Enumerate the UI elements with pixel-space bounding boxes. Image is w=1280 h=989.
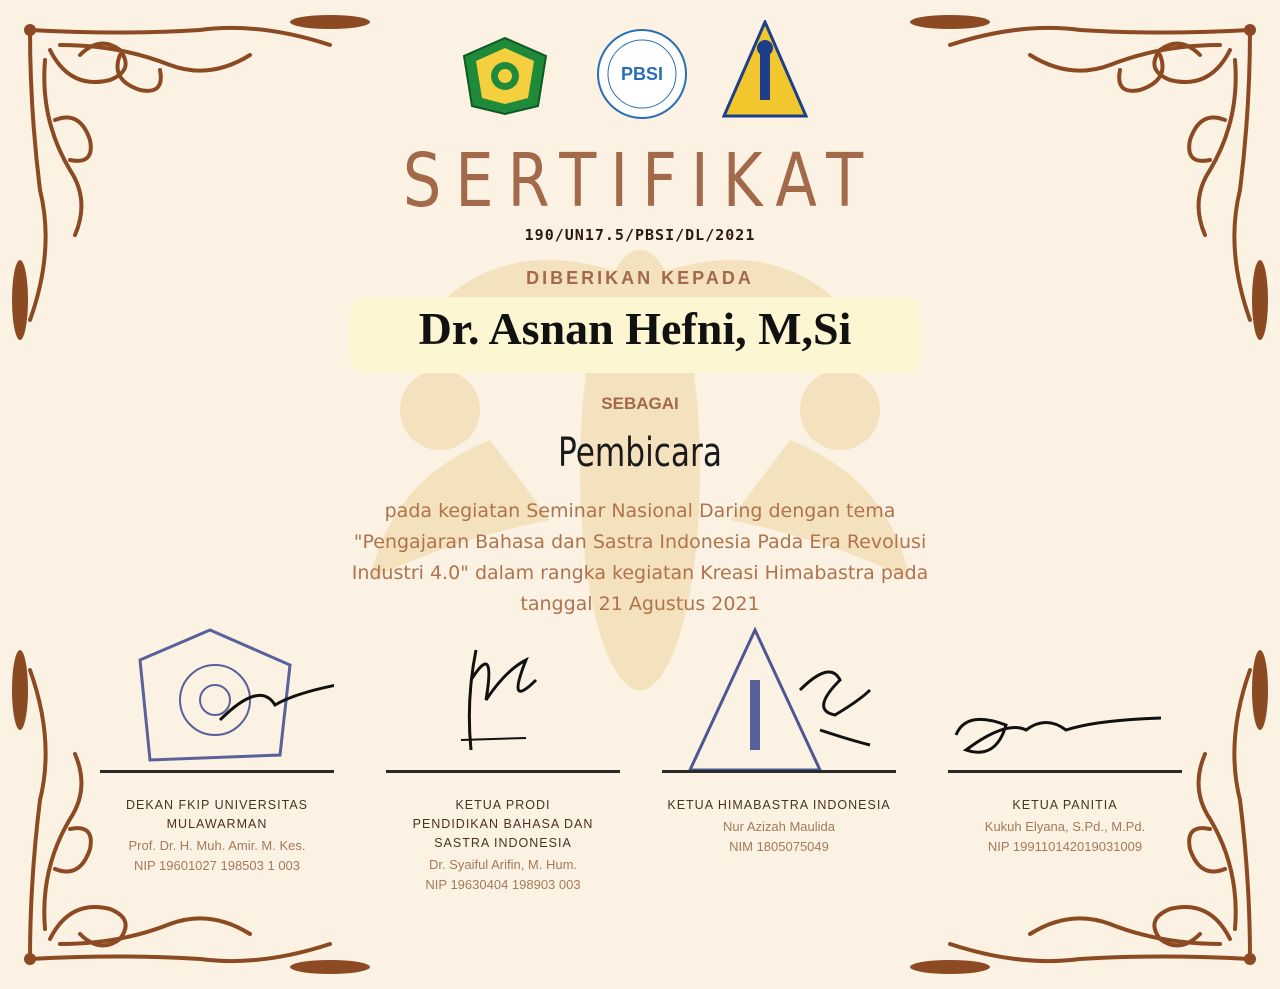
signatory-role: MULAWARMAN: [166, 817, 268, 831]
signatory-role: KETUA PANITIA: [1012, 798, 1118, 812]
pbsi-logo: [596, 28, 688, 120]
signatory-role: SASTRA INDONESIA: [434, 836, 572, 850]
signatory-id: NIP 19601027 198503 1 003: [133, 858, 301, 873]
certificate-title: SERTIFIKAT: [402, 138, 878, 224]
signatory-id: NIP 19630404 198903 003: [425, 877, 581, 892]
signature-line: [386, 770, 620, 773]
dean-stamp-signature: [100, 620, 334, 780]
signatory-role: PENDIDIKAN BAHASA DAN: [412, 817, 594, 831]
as-label: SEBAGAI: [601, 394, 679, 413]
signatory-himabastra: [640, 796, 918, 857]
himabastra-logo: [722, 20, 808, 118]
signatory-id: NIM 1805075049: [729, 839, 829, 854]
signatory-name: Prof. Dr. H. Muh. Amir. M. Kes.: [128, 838, 306, 853]
signature-line: [100, 770, 334, 773]
certificate-number: 190/UN17.5/PBSI/DL/2021: [524, 226, 756, 244]
pbsi-logo-text: PBSI: [620, 64, 664, 84]
himabastra-stamp-signature: [660, 620, 894, 780]
signatory-name: Kukuh Elyana, S.Pd., M.Pd.: [984, 819, 1146, 834]
description-line: Industri 4.0" dalam rangka kegiatan Kreasi Himabastra pada: [351, 562, 929, 584]
signatory-name: Nur Azizah Maulida: [723, 819, 835, 834]
signatory-role: DEKAN FKIP UNIVERSITAS: [126, 798, 308, 812]
recipient-name: Dr. Asnan Hefni, M,Si: [418, 303, 852, 354]
description-line: pada kegiatan Seminar Nasional Daring dengan tema: [384, 500, 896, 522]
description-line: tanggal 21 Agustus 2021: [520, 593, 760, 615]
recipient-role: Pembicara: [558, 430, 722, 476]
logo-bar: [0, 18, 1280, 128]
signatory-name: Dr. Syaiful Arifin, M. Hum.: [428, 857, 578, 872]
signatory-prodi: [376, 796, 630, 895]
signatory-id: NIP 199110142019031009: [987, 839, 1143, 854]
signatory-role: KETUA PRODI: [455, 798, 551, 812]
prodi-signature: [386, 620, 620, 780]
event-description: [290, 496, 990, 620]
description-line: "Pengajaran Bahasa dan Sastra Indonesia Pada Era Revolusi: [353, 531, 927, 553]
signatory-committee: [938, 796, 1192, 857]
given-to-label: DIBERIKAN KEPADA: [526, 268, 754, 288]
signatory-dean: [90, 796, 344, 876]
university-logo: [460, 36, 550, 116]
signature-line: [948, 770, 1182, 773]
signatory-role: KETUA HIMABASTRA INDONESIA: [667, 798, 891, 812]
signature-line: [662, 770, 896, 773]
committee-signature: [946, 620, 1180, 780]
